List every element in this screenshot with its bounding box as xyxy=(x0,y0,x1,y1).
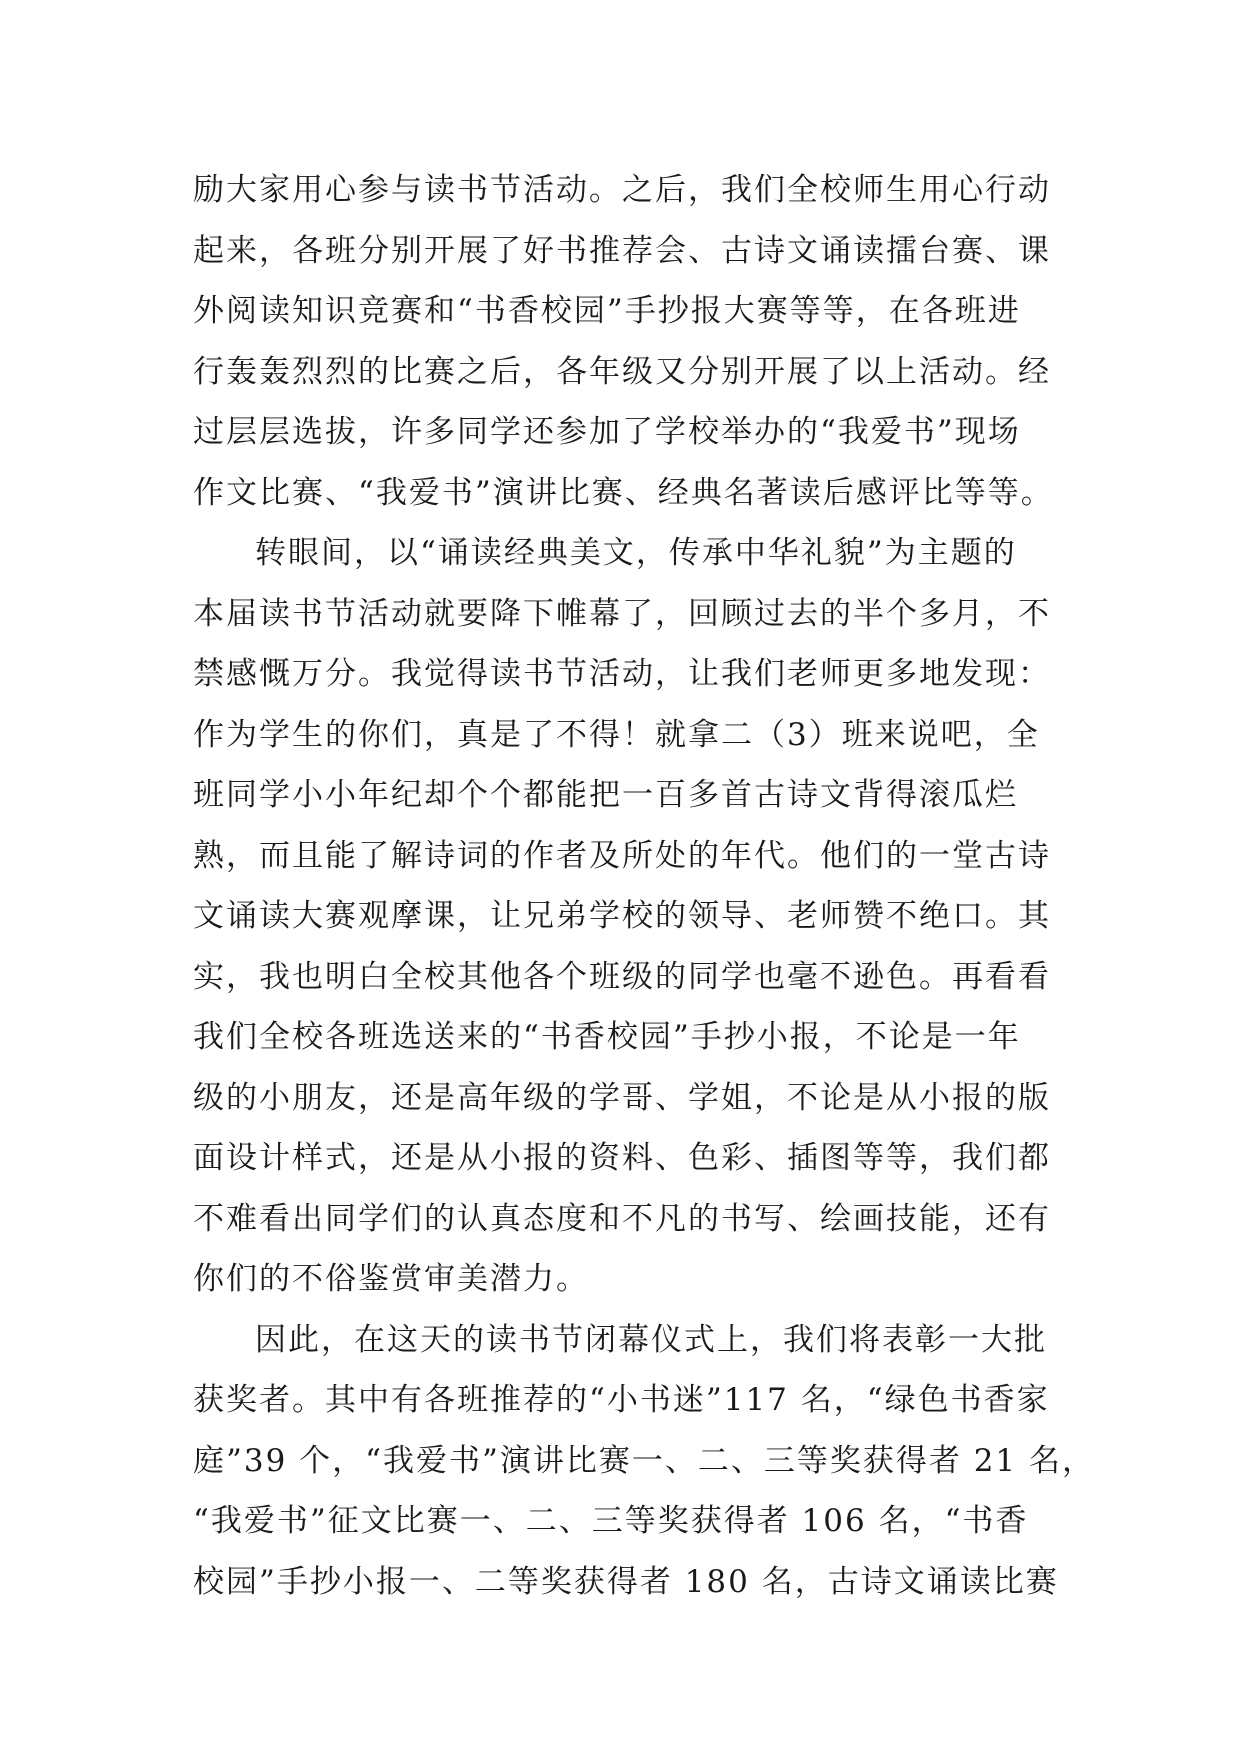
text-line: 因此，在这天的读书节闭幕仪式上，我们将表彰一大批 xyxy=(255,1321,1047,1358)
text-line: 实，我也明白全校其他各个班级的同学也毫不逊色。再看看 xyxy=(193,958,1051,995)
text-line: “我爱书”征文比赛一、二、三等奖获得者 106 名，“书香 xyxy=(193,1503,1029,1539)
text-line: 校园”手抄小报一、二等奖获得者 180 名，古诗文诵读比赛 xyxy=(193,1563,1059,1600)
body-text xyxy=(193,160,1095,1612)
text-line: 不难看出同学们的认真态度和不凡的书写、绘画技能，还有 xyxy=(193,1200,1051,1237)
text-line: 本届读书节活动就要降下帷幕了，回顾过去的半个多月，不 xyxy=(193,595,1051,632)
text-line: 作文比赛、“我爱书”演讲比赛、经典名著读后感评比等等。 xyxy=(193,474,1054,511)
text-line: 起来，各班分别开展了好书推荐会、古诗文诵读擂台赛、课 xyxy=(193,232,1051,269)
text-line: 过层层选拔，许多同学还参加了学校举办的“我爱书”现场 xyxy=(193,414,1021,450)
text-line: 我们全校各班选送来的“书香校园”手抄小报，不论是一年 xyxy=(193,1019,1021,1055)
text-line: 外阅读知识竞赛和“书香校园”手抄报大赛等等，在各班进 xyxy=(193,293,1021,329)
text-line: 你们的不俗鉴赏审美潜力。 xyxy=(193,1261,589,1297)
text-line: 获奖者。其中有各班推荐的“小书迷”117 名，“绿色书香家 xyxy=(193,1382,1050,1418)
text-line: 熟，而且能了解诗词的作者及所处的年代。他们的一堂古诗 xyxy=(193,837,1051,874)
text-line: 禁感慨万分。我觉得读书节活动，让我们老师更多地发现： xyxy=(193,656,1051,692)
text-line: 面设计样式，还是从小报的资料、色彩、插图等等，我们都 xyxy=(193,1140,1051,1176)
text-line: 行轰轰烈烈的比赛之后，各年级又分别开展了以上活动。经 xyxy=(193,353,1051,390)
text-line: 作为学生的你们，真是了不得！就拿二（3）班来说吧，全 xyxy=(193,716,1040,753)
text-line: 级的小朋友，还是高年级的学哥、学姐，不论是从小报的版 xyxy=(193,1079,1051,1116)
text-line: 文诵读大赛观摩课，让兄弟学校的领导、老师赞不绝口。其 xyxy=(193,898,1051,934)
text-line: 班同学小小年纪却个个都能把一百多首古诗文背得滚瓜烂 xyxy=(193,777,1018,813)
text-line: 庭”39 个，“我爱书”演讲比赛一、二、三等奖获得者 21 名， xyxy=(193,1442,1095,1479)
text-line: 励大家用心参与读书节活动。之后，我们全校师生用心行动 xyxy=(193,172,1051,208)
text-line: 转眼间，以“诵读经典美文，传承中华礼貌”为主题的 xyxy=(255,535,1017,571)
